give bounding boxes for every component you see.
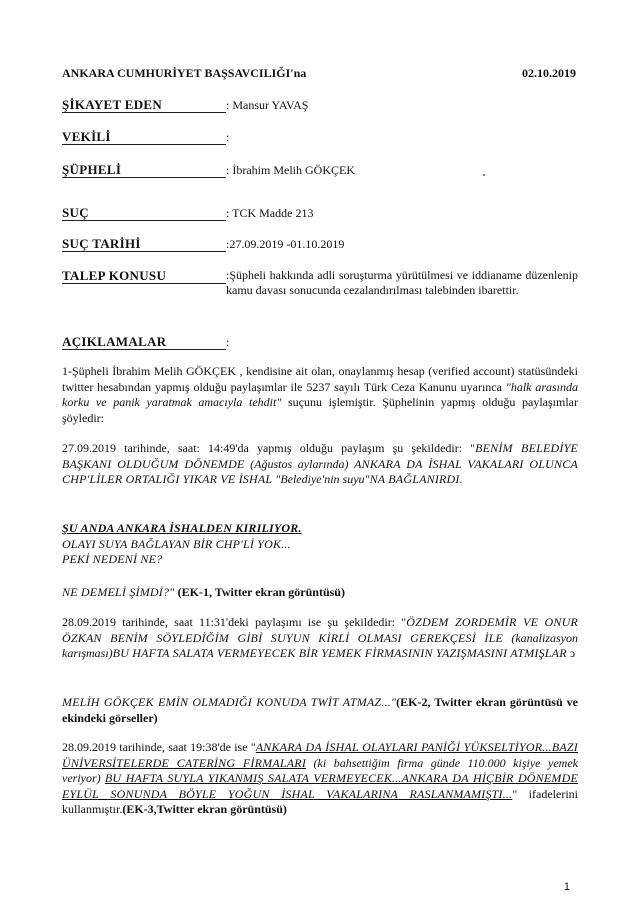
p2-note: (Ağustos aylarında) bbox=[244, 456, 355, 471]
p5-note: (kanalizasyon karışması) bbox=[62, 630, 579, 660]
field-label: ŞİKAYET EDEN bbox=[62, 97, 226, 113]
p5-quote: ÖZDEM ZORDEMİR VE ONUR ÖZKAN BENİM SÖYLEDİĞİM GİBİ SUYUN KİRLİ OLMASI GEREKÇESİ İLE bbox=[62, 615, 579, 645]
p5-emoji: ↄ bbox=[566, 646, 576, 660]
p6-annex: (EK-2, Twitter ekran görüntüsü ve ekindeki görseller) bbox=[62, 695, 578, 725]
field-value: : TCK Madde 213 bbox=[226, 206, 314, 220]
p2-quote-end: NA BAĞLANIRDI. bbox=[369, 472, 463, 486]
p2-quote-cont: ANKARA DA İSHAL VAKALARI OLUNCA CHP'LİLER ORTALIĞI YIKAR VE İSHAL bbox=[62, 456, 578, 486]
field-label: ŞÜPHELİ bbox=[62, 162, 226, 178]
p7-note: (ki bahsettiğim firma günde 110.000 kişiye yemek veriyor) bbox=[62, 755, 578, 785]
field-label: SUÇ bbox=[62, 205, 226, 221]
field-sikayet-eden bbox=[62, 97, 582, 115]
talep-konusu-value: :Şüpheli hakkında adli soruşturma yürütülmesi ve iddianame düzenlenip kamu davası sonucunda cezalandırılması talebinden ibarettir. bbox=[226, 268, 578, 297]
field-value: : Mansur YAVAŞ bbox=[226, 98, 309, 112]
p7-quote-cont: BU HAFTA SUYLA YIKANMIŞ SALATA VERMEYECEK...ANKARA DA HİÇBİR DÖNEMDE EYLÜL SONUNDA BÖYLE YOĞUN İSHAL VAKALARINA RASLANMAMIŞTI... bbox=[62, 771, 578, 801]
paragraph-1 bbox=[62, 364, 578, 426]
field-label: SUÇ TARİHİ bbox=[62, 236, 226, 252]
p2-quote: BENİM BELEDİYE BAŞKANI OLDUĞUM DÖNEMDE bbox=[62, 441, 578, 471]
p4-annex: (EK-1, Twitter ekran görüntüsü) bbox=[177, 585, 345, 599]
field-value: : İbrahim Melih GÖKÇEK bbox=[226, 163, 355, 177]
field-value: :27.09.2019 -01.10.2019 bbox=[226, 237, 345, 251]
paragraph-5 bbox=[62, 615, 578, 662]
p7-text: 28.09.2019 tarihinde, saat 19:38'de ise " bbox=[62, 740, 256, 754]
field-label: TALEP KONUSU bbox=[62, 268, 226, 284]
addressee: ANKARA CUMHURİYET BAŞSAVCILIĞI'na bbox=[62, 66, 307, 80]
field-suc-tarihi bbox=[62, 236, 582, 254]
field-aciklamalar bbox=[62, 334, 582, 352]
p7-annex: (EK-3,Twitter ekran görüntüsü) bbox=[122, 802, 287, 816]
p3-line-1: ŞU ANDA ANKARA İSHALDEN KIRILIYOR. bbox=[62, 521, 302, 535]
p1-quote: "halk arasında korku ve panik yaratmak amacıyla tehdit" bbox=[62, 379, 578, 409]
page-number: 1 bbox=[563, 881, 570, 893]
p1-text: 1-Şüpheli İbrahim Melih GÖKÇEK , kendisine ait olan, onaylanmış hesap (verified account) statüsündeki twitter hesabından yapmış olduğu paylaşımlar ile 5237 sayılı Türk Ceza Kanunu uyarınca bbox=[62, 364, 578, 394]
p5-text: 28.09.2019 tarihinde, saat 11:31'deki paylaşımı ise şu şekildedir: " bbox=[62, 615, 407, 629]
paragraph-6 bbox=[62, 695, 578, 726]
document-date: 02.10.2019 bbox=[522, 66, 576, 80]
paragraph-2 bbox=[62, 441, 578, 488]
p7-text-end: " ifadelerini kullanmıştır. bbox=[62, 786, 578, 816]
field-label: VEKİLİ bbox=[62, 129, 226, 145]
field-value: : bbox=[226, 130, 230, 144]
field-vekili bbox=[62, 129, 582, 147]
field-supheli bbox=[62, 162, 582, 180]
p2-note-2: "Belediye'nin suyu" bbox=[272, 472, 370, 486]
field-value: : bbox=[226, 335, 230, 349]
scan-speck bbox=[483, 174, 485, 176]
p3-line-2: OLAYI SUYA BAĞLAYAN BİR CHP'Lİ YOK... bbox=[62, 536, 291, 551]
p1-text-end: suçunu işlemiştir. Şüphelinin yapmış olduğu paylaşımlar şöyledir: bbox=[62, 395, 578, 425]
p3-line-3: PEKİ NEDENİ NE? bbox=[62, 552, 163, 566]
p6-quote: MELİH GÖKÇEK EMİN OLMADIĞI KONUDA TWİT ATMAZ..." bbox=[62, 695, 397, 709]
p4-quote: NE DEMELİ ŞİMDİ?" bbox=[62, 585, 178, 599]
p5-quote-cont: BU HAFTA SALATA VERMEYECEK BİR YEMEK FİRMASININ YAZIŞMASINI ATMIŞLAR bbox=[112, 646, 567, 660]
p7-quote: ANKARA DA İSHAL OLAYLARI PANİĞİ YÜKSELTİYOR...BAZI ÜNİVERSİTELERDE CATERİNG FİRMALARI bbox=[62, 740, 579, 770]
p2-text: 27.09.2019 tarihinde, saat: 14:49'da yapmış olduğu paylaşım şu şekildedir: " bbox=[62, 441, 476, 455]
field-label: AÇIKLAMALAR bbox=[62, 334, 226, 350]
paragraph-7 bbox=[62, 740, 578, 818]
paragraph-3 bbox=[62, 521, 578, 568]
paragraph-4 bbox=[62, 585, 578, 601]
document-header bbox=[62, 66, 576, 82]
field-suc bbox=[62, 205, 582, 223]
